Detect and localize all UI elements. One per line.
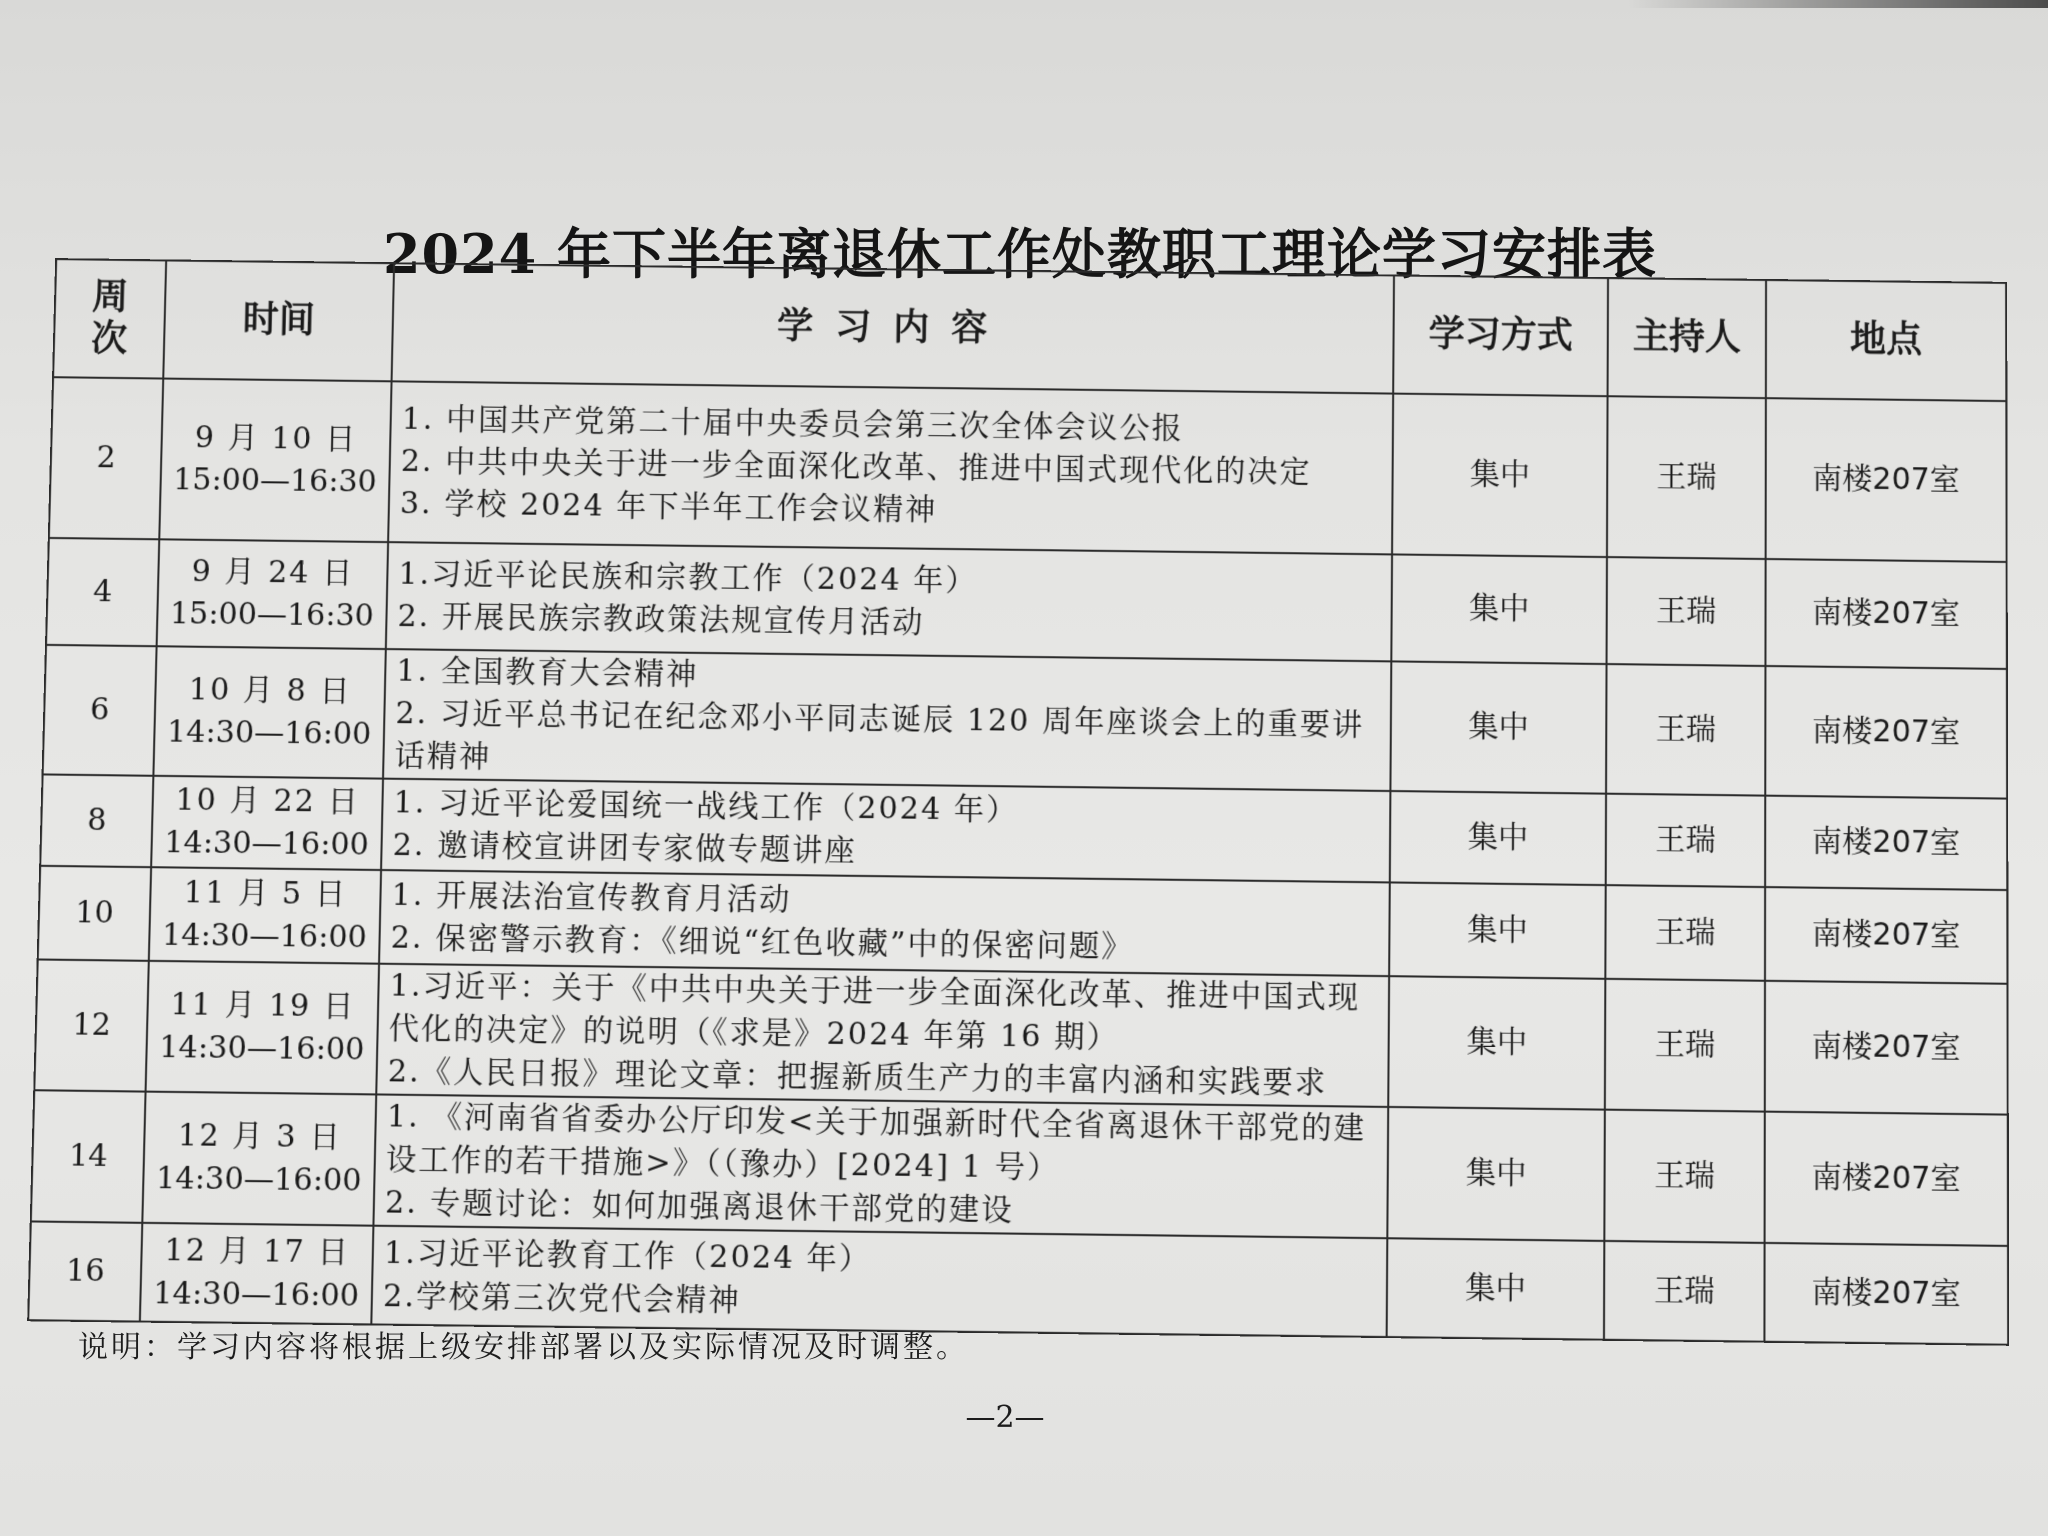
content-cell [373,1094,1388,1238]
content-line: 1. 《河南省省委办公厅印发<关于加强新时代全省离退休干部党的建 [386,1098,1367,1147]
date-text: 10 月 8 日 [188,671,353,710]
date-text: 12 月 17 日 [164,1232,351,1271]
host-cell: 王瑞 [1606,664,1765,796]
header-content: 学习内容 [392,263,1394,393]
page-number: —2— [965,1400,1045,1435]
content-cell [386,542,1392,661]
table-row [49,377,2007,562]
footnote: 说明：学习内容将根据上级安排部署以及实际情况及时调整。 [78,1330,969,1365]
host-cell: 王瑞 [1604,1241,1765,1342]
place-cell: 南楼207室 [1765,887,2008,984]
content-cell [381,779,1390,883]
content-line: 2. 保密警示教育：《细说“红色收藏”中的保密问题》 [390,920,1134,965]
hours-text: 15:00—16:30 [172,462,378,500]
method-cell: 集中 [1387,1238,1605,1339]
content-line: 3. 学校 2024 年下半年工作会议精神 [399,485,938,528]
table-row [43,645,2008,799]
host-cell: 王瑞 [1605,979,1765,1112]
content-line: 1. 习近平论爱国统一战线工作（2024 年） [393,784,1019,829]
method-cell: 集中 [1388,976,1605,1109]
week-cell: 10 [38,866,151,961]
content-line: 1. 中国共产党第二十届中央委员会第三次全体会议公报 [401,401,1184,447]
method-cell: 集中 [1391,554,1607,664]
host-cell: 王瑞 [1607,396,1766,559]
week-cell: 16 [28,1221,142,1321]
content-line: 2.《人民日报》理论文章：把握新质生产力的丰富内涵和实践要求 [387,1053,1328,1102]
place-cell: 南楼207室 [1765,559,2006,669]
place-cell: 南楼207室 [1765,666,2007,799]
method-cell: 集中 [1389,882,1606,978]
method-cell: 集中 [1392,394,1608,557]
table-row [31,1090,2008,1246]
table-row [34,959,2007,1114]
hours-text: 14:30—16:00 [163,824,370,863]
content-line: 1.习近平论民族和宗教工作（2024 年） [398,556,978,599]
content-line: 设工作的若干措施>》（（豫办）[2024] 1 号） [385,1141,1060,1186]
schedule-sheet [27,258,2007,1346]
content-line: 1. 全国教育大会精神 [396,653,699,693]
content-line: 话精神 [394,738,492,775]
content-line: 2. 邀请校宣讲团专家做专题讲座 [392,827,857,869]
content-cell [376,964,1389,1107]
time-cell [140,1223,374,1325]
time-cell [149,867,381,964]
header-place: 地点 [1766,280,2006,401]
time-cell [146,961,379,1095]
content-line: 1.习近平论教育工作（2024 年） [383,1235,872,1278]
date-text: 11 月 19 日 [170,986,356,1025]
place-cell: 南楼207室 [1765,796,2007,890]
content-line: 2. 专题讨论：如何加强离退休干部党的建设 [384,1184,1014,1229]
content-line: 2.学校第三次党代会精神 [382,1278,742,1319]
date-text: 9 月 24 日 [191,553,355,592]
content-line: 2. 开展民族宗教政策法规宣传月活动 [397,598,925,641]
place-cell: 南楼207室 [1766,398,2007,562]
hours-text: 14:30—16:00 [152,1275,360,1314]
host-cell: 王瑞 [1604,1110,1764,1243]
hours-text: 14:30—16:00 [166,714,372,753]
content-line: 2. 习近平总书记在纪念邓小平同志诞辰 120 周年座谈会上的重要讲 [395,695,1365,744]
host-cell: 王瑞 [1605,885,1765,981]
header-host: 主持人 [1608,278,1766,398]
week-cell: 12 [34,959,149,1091]
date-text: 10 月 22 日 [175,782,361,820]
time-cell [153,646,385,778]
content-cell [383,649,1391,791]
content-cell [388,381,1393,554]
content-line: 1.习近平：关于《中共中央关于进一步全面深化改革、推进中国式现 [389,967,1361,1016]
host-cell: 王瑞 [1607,557,1766,666]
content-cell [371,1226,1387,1337]
schedule-rows [28,377,2008,1345]
place-cell: 南楼207室 [1765,1112,2008,1246]
hours-text: 14:30—16:00 [158,1029,365,1068]
date-text: 9 月 10 日 [194,420,358,458]
content-cell [379,870,1390,976]
content-line: 1. 开展法治宣传教育月活动 [391,877,792,918]
header-week: 周次 [53,259,166,378]
method-cell: 集中 [1390,791,1606,885]
place-cell: 南楼207室 [1764,1243,2008,1345]
hours-text: 15:00—16:30 [169,595,375,634]
method-cell: 集中 [1390,661,1606,793]
place-cell: 南楼207室 [1765,981,2008,1115]
date-text: 11 月 5 日 [183,874,348,913]
page-edge-shadow [1628,0,2048,8]
content-line: 代化的决定》的说明（《求是》2024 年第 16 期） [388,1010,1120,1056]
week-cell: 14 [31,1090,146,1223]
content-line: 2. 中共中央关于进一步全面深化改革、推进中国式现代化的决定 [400,443,1312,491]
hours-text: 14:30—16:00 [155,1160,363,1199]
host-cell: 王瑞 [1606,794,1766,887]
hours-text: 14:30—16:00 [161,917,368,956]
time-cell [157,539,389,649]
time-cell [151,776,383,870]
method-cell: 集中 [1387,1107,1605,1241]
week-cell: 6 [43,645,157,776]
date-text: 12 月 3 日 [177,1117,343,1156]
header-time: 时间 [163,260,394,381]
week-cell: 4 [46,538,159,646]
week-cell: 2 [49,377,163,539]
time-cell [159,379,391,543]
time-cell [142,1092,376,1226]
schedule-table [27,258,2009,1346]
document-title: 2024 年下半年离退休工作处教职工理论学习安排表 [382,222,1658,287]
header-method: 学习方式 [1393,275,1608,396]
week-cell: 8 [40,774,153,867]
